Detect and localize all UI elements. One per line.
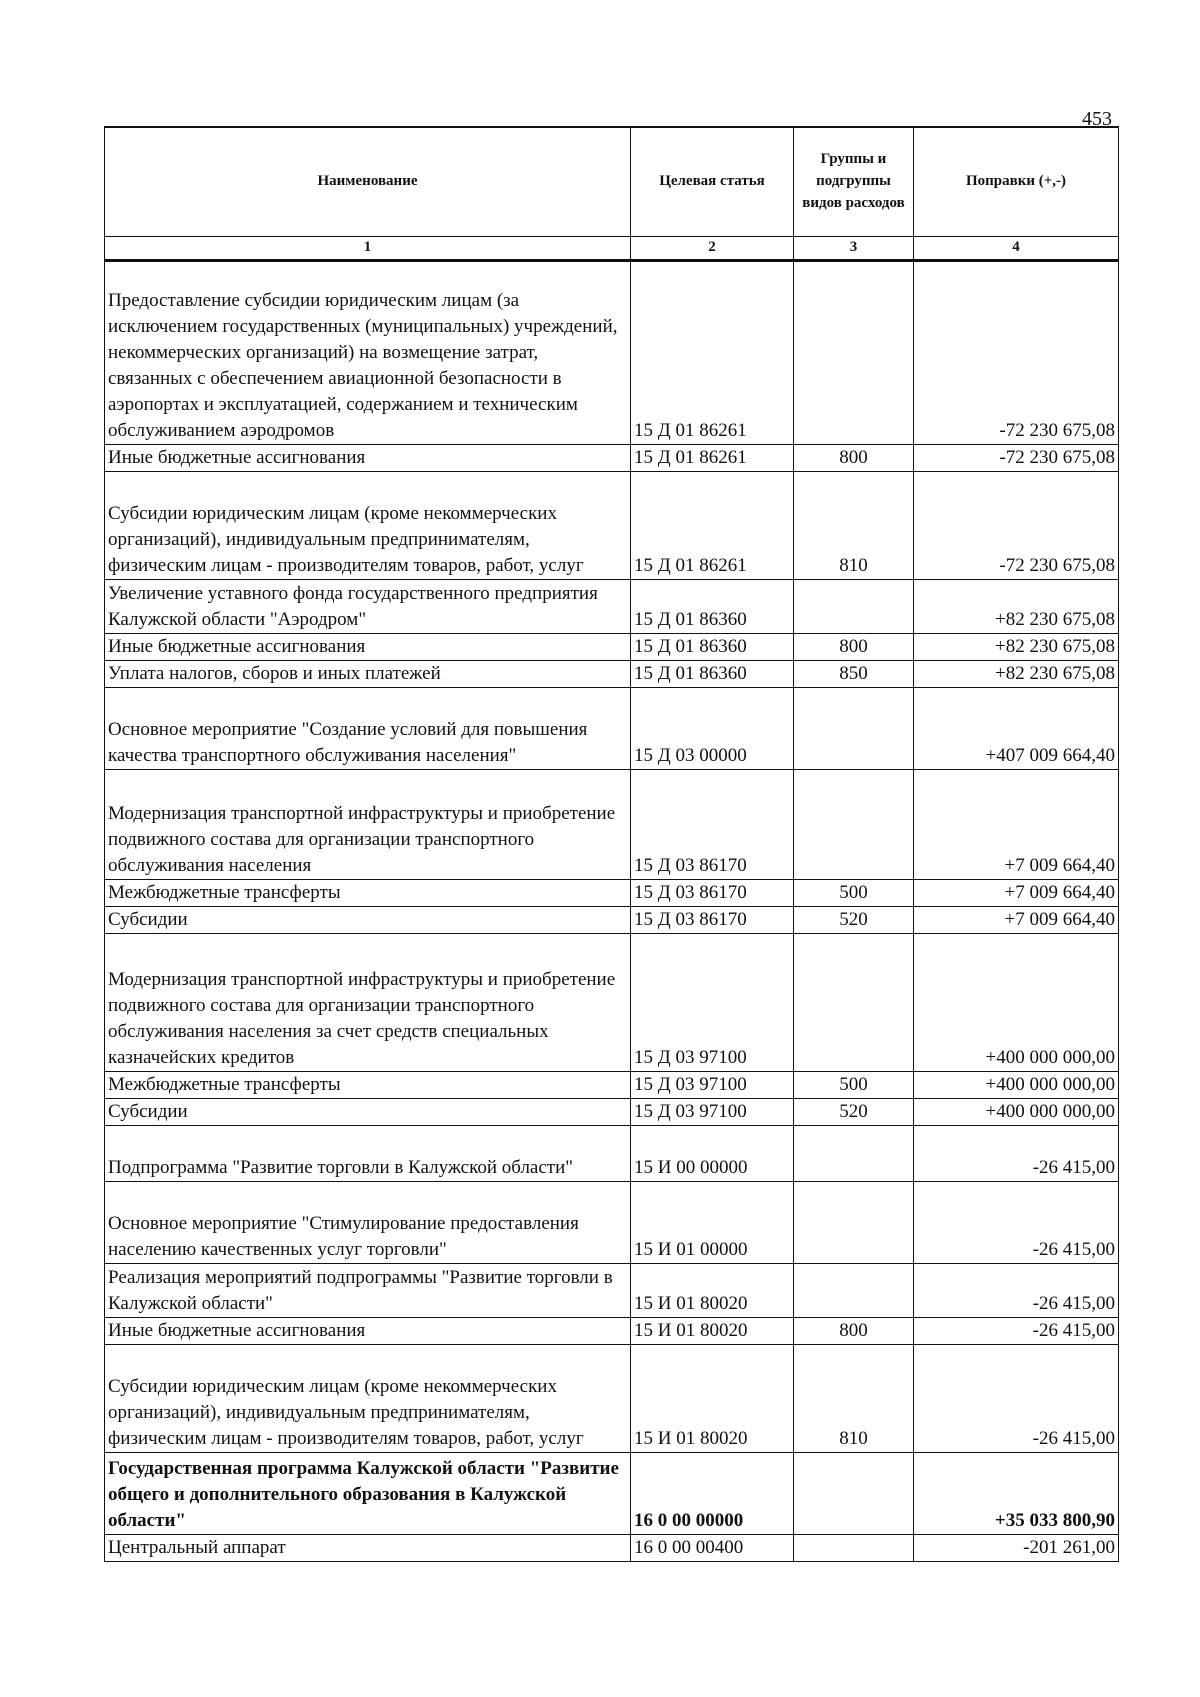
table-row: [105, 1071, 1119, 1098]
row-amount: -72 230 675,08: [914, 471, 1119, 579]
row-code: 15 Д 03 97100: [631, 1071, 794, 1098]
row-name: Субсидии юридическим лицам (кроме некоммерческих организаций), индивидуальным предпринимателям, физическим лицам - производителям товаров, работ, услуг: [105, 471, 631, 579]
row-code: 15 И 01 80020: [631, 1263, 794, 1317]
row-amount: +82 230 675,08: [914, 633, 1119, 660]
row-group: [794, 1263, 914, 1317]
row-group: 520: [794, 1098, 914, 1125]
header-amount: Поправки (+,-): [914, 127, 1119, 237]
row-group: [794, 1452, 914, 1534]
header-group: Группы и подгруппы видов расходов: [794, 127, 914, 237]
row-code: 15 И 01 80020: [631, 1344, 794, 1452]
row-group: 810: [794, 471, 914, 579]
row-group: [794, 260, 914, 444]
table-row: [105, 660, 1119, 687]
column-number-row: [105, 237, 1119, 261]
row-amount: +400 000 000,00: [914, 933, 1119, 1071]
table-row: [105, 471, 1119, 579]
row-group: [794, 687, 914, 769]
row-code: 15 Д 03 97100: [631, 933, 794, 1071]
row-amount: -72 230 675,08: [914, 444, 1119, 471]
row-name: Государственная программа Калужской области "Развитие общего и дополнительного образования в Калужской области": [105, 1452, 631, 1534]
table-row: [105, 906, 1119, 933]
row-code: 15 Д 01 86360: [631, 579, 794, 633]
row-amount: +400 000 000,00: [914, 1098, 1119, 1125]
row-amount: +35 033 800,90: [914, 1452, 1119, 1534]
row-code: 15 И 01 00000: [631, 1181, 794, 1263]
row-code: 15 Д 03 00000: [631, 687, 794, 769]
row-code: 15 Д 03 97100: [631, 1098, 794, 1125]
table-row: [105, 1125, 1119, 1181]
row-amount: +7 009 664,40: [914, 769, 1119, 879]
row-code: 15 И 00 00000: [631, 1125, 794, 1181]
row-amount: -201 261,00: [914, 1534, 1119, 1561]
table-row: [105, 1534, 1119, 1561]
row-group: [794, 1181, 914, 1263]
row-group: [794, 579, 914, 633]
row-name: Иные бюджетные ассигнования: [105, 1317, 631, 1344]
row-amount: +400 000 000,00: [914, 1071, 1119, 1098]
row-amount: +82 230 675,08: [914, 579, 1119, 633]
row-group: [794, 769, 914, 879]
row-name: Модернизация транспортной инфраструктуры и приобретение подвижного состава для организации транспортного обслуживания населения: [105, 769, 631, 879]
row-name: Основное мероприятие "Создание условий для повышения качества транспортного обслуживания населения": [105, 687, 631, 769]
row-amount: +407 009 664,40: [914, 687, 1119, 769]
row-group: 800: [794, 633, 914, 660]
row-name: Реализация мероприятий подпрограммы "Развитие торговли в Калужской области": [105, 1263, 631, 1317]
row-code: 15 И 01 80020: [631, 1317, 794, 1344]
row-code: 15 Д 01 86261: [631, 444, 794, 471]
row-group: 800: [794, 1317, 914, 1344]
row-code: 15 Д 03 86170: [631, 906, 794, 933]
row-name: Иные бюджетные ассигнования: [105, 633, 631, 660]
table-row: [105, 444, 1119, 471]
row-group: 800: [794, 444, 914, 471]
row-amount: -26 415,00: [914, 1181, 1119, 1263]
row-code: 15 Д 01 86261: [631, 260, 794, 444]
column-number: 1: [105, 237, 631, 261]
row-group: 500: [794, 879, 914, 906]
header-code: Целевая статья: [631, 127, 794, 237]
row-amount: -26 415,00: [914, 1344, 1119, 1452]
row-group: [794, 933, 914, 1071]
row-code: 15 Д 01 86261: [631, 471, 794, 579]
row-name: Субсидии: [105, 1098, 631, 1125]
column-number: 3: [794, 237, 914, 261]
row-name: Основное мероприятие "Стимулирование предоставления населению качественных услуг торговли": [105, 1181, 631, 1263]
row-group: [794, 1534, 914, 1561]
row-group: 520: [794, 906, 914, 933]
row-code: 15 Д 01 86360: [631, 660, 794, 687]
column-number: 4: [914, 237, 1119, 261]
row-amount: +82 230 675,08: [914, 660, 1119, 687]
row-code: 16 0 00 00400: [631, 1534, 794, 1561]
row-name: Субсидии юридическим лицам (кроме некоммерческих организаций), индивидуальным предпринимателям, физическим лицам - производителям товаров, работ, услуг: [105, 1344, 631, 1452]
header-name: Наименование: [105, 127, 631, 237]
table-row: [105, 579, 1119, 633]
row-name: Предоставление субсидии юридическим лицам (за исключением государственных (муниципальных) учреждений, некоммерческих организаций) на возмещение затрат, связанных с обеспечением авиационной безопасности в аэропортах и эксплуатацией, содержанием и техническим обслуживанием аэродромов: [105, 260, 631, 444]
row-name: Увеличение уставного фонда государственного предприятия Калужской области "Аэродром": [105, 579, 631, 633]
row-amount: +7 009 664,40: [914, 906, 1119, 933]
row-group: 500: [794, 1071, 914, 1098]
table-row: [105, 1098, 1119, 1125]
row-code: 15 Д 03 86170: [631, 879, 794, 906]
table-row: [105, 769, 1119, 879]
row-name: Модернизация транспортной инфраструктуры и приобретение подвижного состава для организации транспортного обслуживания населения за счет средств специальных казначейских кредитов: [105, 933, 631, 1071]
row-name: Субсидии: [105, 906, 631, 933]
row-name: Межбюджетные трансферты: [105, 1071, 631, 1098]
row-amount: -26 415,00: [914, 1317, 1119, 1344]
table-row: [105, 633, 1119, 660]
header-row: [105, 127, 1119, 237]
page-number: 453: [1082, 108, 1112, 130]
table-row: [105, 1181, 1119, 1263]
row-name: Иные бюджетные ассигнования: [105, 444, 631, 471]
column-number: 2: [631, 237, 794, 261]
table-row: [105, 260, 1119, 444]
row-code: 15 Д 01 86360: [631, 633, 794, 660]
row-amount: -26 415,00: [914, 1263, 1119, 1317]
table-row: [105, 687, 1119, 769]
row-group: 850: [794, 660, 914, 687]
row-group: [794, 1125, 914, 1181]
row-name: Межбюджетные трансферты: [105, 879, 631, 906]
row-name: Уплата налогов, сборов и иных платежей: [105, 660, 631, 687]
row-name: Подпрограмма "Развитие торговли в Калужской области": [105, 1125, 631, 1181]
table-row: [105, 1317, 1119, 1344]
table-row: [105, 879, 1119, 906]
table-row: [105, 933, 1119, 1071]
row-amount: -26 415,00: [914, 1125, 1119, 1181]
table-row: [105, 1263, 1119, 1317]
row-amount: -72 230 675,08: [914, 260, 1119, 444]
table-row: [105, 1452, 1119, 1534]
row-code: 15 Д 03 86170: [631, 769, 794, 879]
row-amount: +7 009 664,40: [914, 879, 1119, 906]
budget-amendments-table: [104, 126, 1119, 1562]
row-code: 16 0 00 00000: [631, 1452, 794, 1534]
table-row: [105, 1344, 1119, 1452]
row-name: Центральный аппарат: [105, 1534, 631, 1561]
row-group: 810: [794, 1344, 914, 1452]
